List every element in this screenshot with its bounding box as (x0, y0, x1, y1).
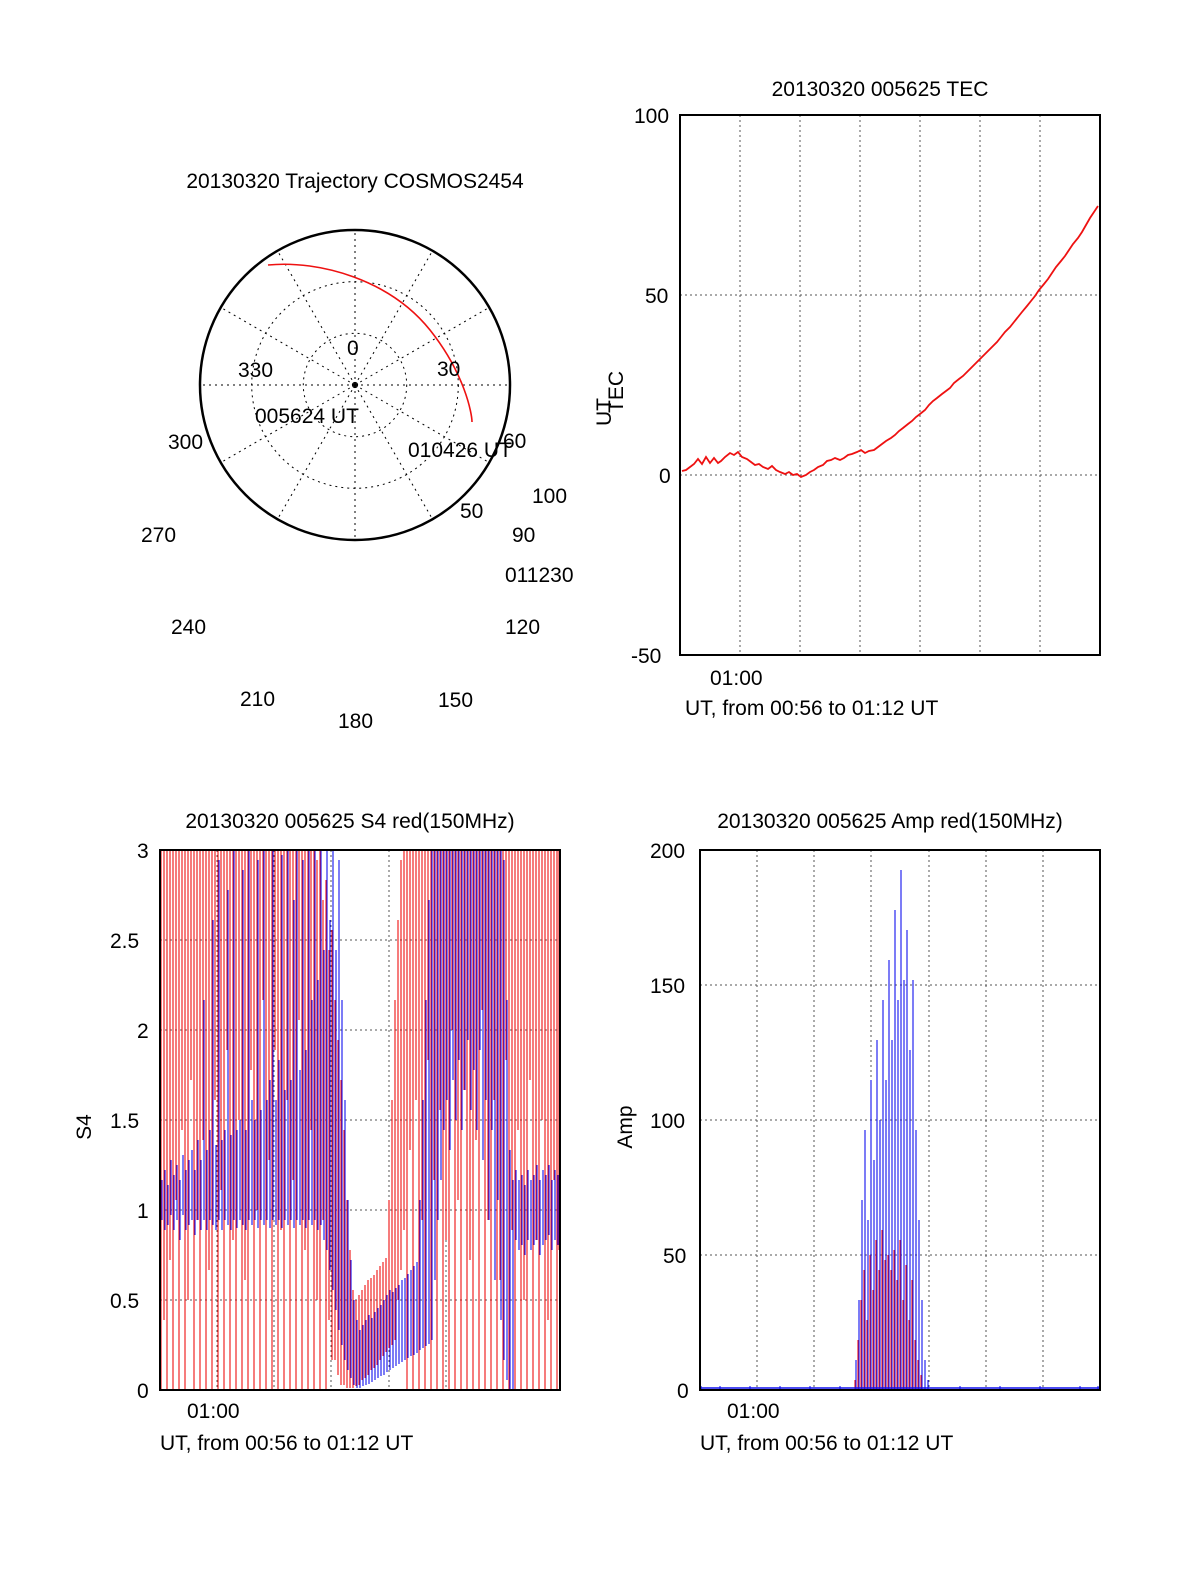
polar-azimuth-label-330: 330 (238, 359, 274, 382)
polar-azimuth-label-270: 270 (141, 524, 177, 547)
tec-plot (600, 60, 1140, 720)
polar-azimuth-label-120: 120 (505, 616, 541, 639)
s4-ytick-3: 3 (137, 840, 149, 863)
s4-ytick-1p5: 1.5 (110, 1110, 140, 1133)
polar-azimuth-label-0: 0 (347, 337, 359, 360)
s4-ytick-1: 1 (137, 1200, 149, 1223)
tec-ytick-neg50: -50 (631, 645, 662, 668)
polar-azimuth-label-30: 30 (437, 358, 461, 381)
polar-azimuth-label-180: 180 (338, 710, 374, 733)
tec-ytick-50: 50 (645, 285, 669, 308)
amp-title: 20130320 005625 Amp red(150MHz) (717, 810, 1063, 833)
polar-spokes (200, 230, 510, 540)
tec-ylabel: TEC (605, 371, 628, 413)
s4-ytick-0p5: 0.5 (110, 1290, 140, 1313)
tec-ytick-0: 0 (659, 465, 671, 488)
amp-plot (600, 800, 1160, 1480)
tec-xtick-0100: 01:00 (710, 667, 763, 690)
s4-plot (60, 800, 620, 1480)
ut-side-label: UT (593, 398, 616, 426)
tec-title: 20130320 005625 TEC (771, 78, 989, 101)
amp-ytick-200: 200 (650, 840, 686, 863)
polar-azimuth-label-240: 240 (171, 616, 207, 639)
tec-panel (600, 60, 1140, 720)
amp-panel (600, 800, 1160, 1480)
amp-ytick-50: 50 (663, 1245, 687, 1268)
polar-radial-label-50: 50 (460, 500, 484, 523)
polar-azimuth-label-90: 90 (512, 524, 536, 547)
polar-azimuth-label-150: 150 (438, 689, 474, 712)
tec-xlabel: UT, from 00:56 to 01:12 UT (685, 697, 939, 720)
amp-ytick-0: 0 (677, 1380, 689, 1403)
start-time-label: 005624 UT (255, 405, 359, 428)
trajectory-path (268, 264, 472, 422)
amp-ytick-100: 100 (650, 1110, 686, 1133)
amp-ytick-150: 150 (650, 975, 686, 998)
amp-ylabel: Amp (614, 1105, 637, 1149)
polar-azimuth-label-210: 210 (240, 688, 276, 711)
polar-azimuth-label-60: 60 (503, 430, 527, 453)
end-time-label: 011230 (505, 564, 574, 587)
s4-xlabel: UT, from 00:56 to 01:12 UT (160, 1432, 414, 1455)
mid-time-label: 010426 UT (408, 439, 512, 462)
tec-series-line (682, 206, 1098, 477)
s4-ytick-2: 2 (137, 1020, 149, 1043)
amp-xlabel: UT, from 00:56 to 01:12 UT (700, 1432, 954, 1455)
polar-radial-label-100: 100 (532, 485, 568, 508)
s4-title: 20130320 005625 S4 red(150MHz) (185, 810, 515, 833)
s4-ylabel: S4 (73, 1114, 96, 1140)
tec-ytick-100: 100 (634, 105, 670, 128)
amp-xtick-0100: 01:00 (727, 1400, 780, 1423)
tec-axes-box (680, 115, 1100, 655)
s4-ytick-0: 0 (137, 1380, 149, 1403)
trajectory-title: 20130320 Trajectory COSMOS2454 (186, 170, 524, 193)
s4-ytick-2p5: 2.5 (110, 930, 140, 953)
tec-gridlines (680, 115, 1100, 655)
trajectory-panel (120, 160, 590, 733)
s4-xtick-0100: 01:00 (187, 1400, 240, 1423)
polar-azimuth-label-300: 300 (168, 431, 204, 454)
s4-panel (60, 800, 620, 1480)
